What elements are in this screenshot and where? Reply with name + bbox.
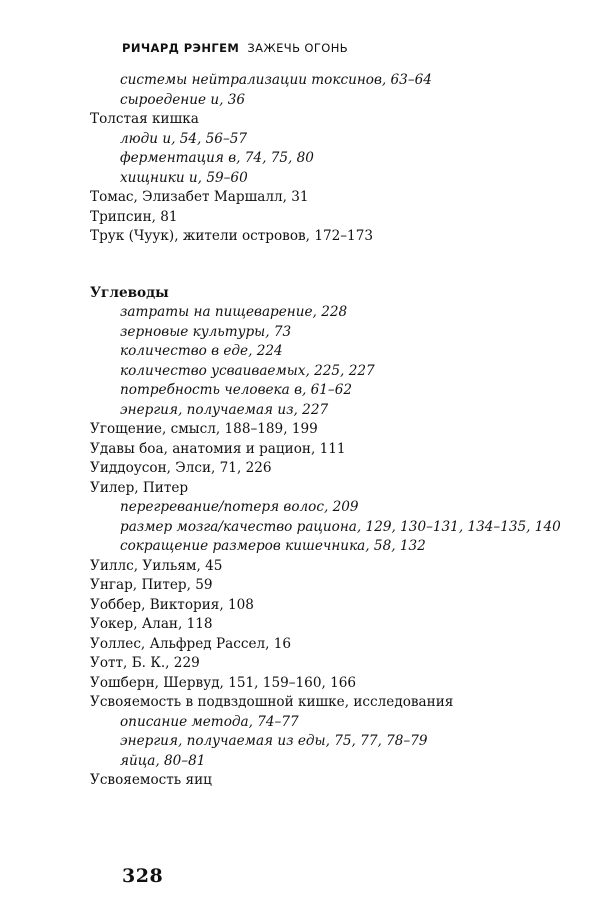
index-subentry: энергия, получаемая из, 227 xyxy=(120,401,329,418)
index-subentry: системы нейтрализации токсинов, 63–64 xyxy=(120,72,432,88)
index-subentry: потребность человека в, 61–62 xyxy=(120,382,353,398)
index-entry: Уошберн, Шервуд, 151, 159–160, 166 xyxy=(90,674,357,691)
index-entries xyxy=(90,71,560,791)
running-head xyxy=(122,41,348,55)
index-subentry: люди и, 54, 56–57 xyxy=(120,130,248,147)
index-block xyxy=(90,284,560,791)
index-entry: Трук (Чуук), жители островов, 172–173 xyxy=(90,228,374,244)
index-entry: Томас, Элизабет Маршалл, 31 xyxy=(90,189,309,205)
index-subentry: количество усваиваемых, 225, 227 xyxy=(120,362,375,379)
index-subentry: количество в еде, 224 xyxy=(120,343,283,359)
index-entry: Усвояемость яиц xyxy=(90,772,212,788)
index-subentry: энергия, получаемая из еды, 75, 77, 78–79 xyxy=(120,733,428,749)
index-entry: Уиллс, Уильям, 45 xyxy=(90,557,223,574)
index-entry: Углеводы xyxy=(90,284,169,301)
index-subentry: сыроедение и, 36 xyxy=(120,91,246,108)
index-entry: Уиддоусон, Элси, 71, 226 xyxy=(90,460,272,476)
index-entry: Уоббер, Виктория, 108 xyxy=(90,596,254,613)
running-head-author: РИЧАРД РЭНГЕМ xyxy=(122,41,240,55)
index-subentry: ферментация в, 74, 75, 80 xyxy=(120,150,314,166)
index-entry: Толстая кишка xyxy=(90,111,199,127)
index-subentry: зерновые культуры, 73 xyxy=(120,323,292,340)
index-entry: Угощение, смысл, 188–189, 199 xyxy=(90,421,318,437)
index-entry: Уилер, Питер xyxy=(90,479,189,496)
index-entry: Уотт, Б. К., 229 xyxy=(90,655,200,671)
index-subentry: размер мозга/качество рациона, 129, 130–131, 134–135, 140 xyxy=(120,518,561,535)
index-block xyxy=(90,71,560,247)
index-entry: Удавы боа, анатомия и рацион, 111 xyxy=(90,440,346,457)
index-subentry: перегревание/потеря волос, 209 xyxy=(120,499,359,515)
index-subentry: яйца, 80–81 xyxy=(120,752,206,769)
index-subentry: описание метода, 74–77 xyxy=(120,713,299,730)
index-entry: Унгар, Питер, 59 xyxy=(90,577,213,593)
index-entry: Уокер, Алан, 118 xyxy=(90,616,213,632)
index-entry: Трипсин, 81 xyxy=(90,208,178,225)
index-entry: Уоллес, Альфред Рассел, 16 xyxy=(90,635,292,652)
index-subentry: хищники и, 59–60 xyxy=(120,169,248,186)
index-entry: Усвояемость в подвздошной кишке, исследования xyxy=(90,694,454,710)
running-head-title: ЗАЖЕЧЬ ОГОНЬ xyxy=(247,41,349,55)
index-subentry: затраты на пищеварение, 228 xyxy=(120,304,348,320)
page-number: 328 xyxy=(122,865,164,887)
index-subentry: сокращение размеров кишечника, 58, 132 xyxy=(120,538,426,554)
